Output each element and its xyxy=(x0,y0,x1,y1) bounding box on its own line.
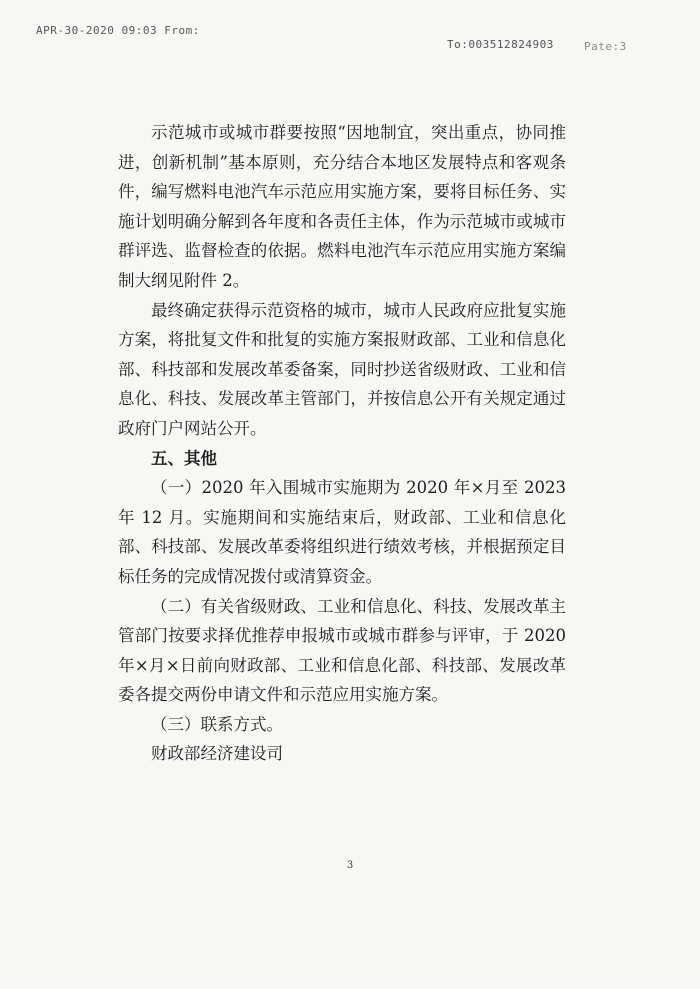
fax-recipient: To:003512824903 xyxy=(447,38,554,51)
item-provincial-recommendation: （二）有关省级财政、工业和信息化、科技、发展改革主管部门按要求择优推荐申报城市或城市群参与评审，于 2020 年×月×日前向财政部、工业和信息化部、科技部、发展改革委各提交两份申请文件和示范应用实施方案。 xyxy=(118,596,566,705)
page-number: 3 xyxy=(346,860,354,871)
section-heading-other: 五、其他 xyxy=(151,448,217,468)
fax-header xyxy=(0,24,700,53)
paragraph-approval: 最终确定获得示范资格的城市，城市人民政府应批复实施方案，将批复文件和批复的实施方案报财政部、工业和信息化部、科技部和发展改革委备案，同时抄送省级财政、工业和信息化、科技、发展改革主管部门，并按信息公开有关规定通过政府门户网站公开。 xyxy=(118,300,566,438)
fax-timestamp: APR-30-2020 09:03 From: xyxy=(36,24,200,37)
document-body xyxy=(118,118,566,769)
contact-department: 财政部经济建设司 xyxy=(151,744,283,764)
paragraph-implementation-plan: 示范城市或城市群要按照“因地制宜，突出重点，协同推进，创新机制”基本原则，充分结合本地区发展特点和客观条件，编写燃料电池汽车示范应用实施方案，要将目标任务、实施计划明确分解到各年度和各责任主体，作为示范城市或城市群评选、监督检查的依据。燃料电池汽车示范应用实施方案编制大纲见附件 2。 xyxy=(118,123,566,290)
fax-page-label: Pate:3 xyxy=(584,40,627,53)
item-implementation-period: （一）2020 年入围城市实施期为 2020 年×月至 2023 年 12 月。实施期间和实施结束后，财政部、工业和信息化部、科技部、发展改革委将组织进行绩效考核，并根据预定目标任务的完成情况拨付或清算资金。 xyxy=(118,478,566,586)
item-contact-info: （三）联系方式。 xyxy=(151,714,283,734)
